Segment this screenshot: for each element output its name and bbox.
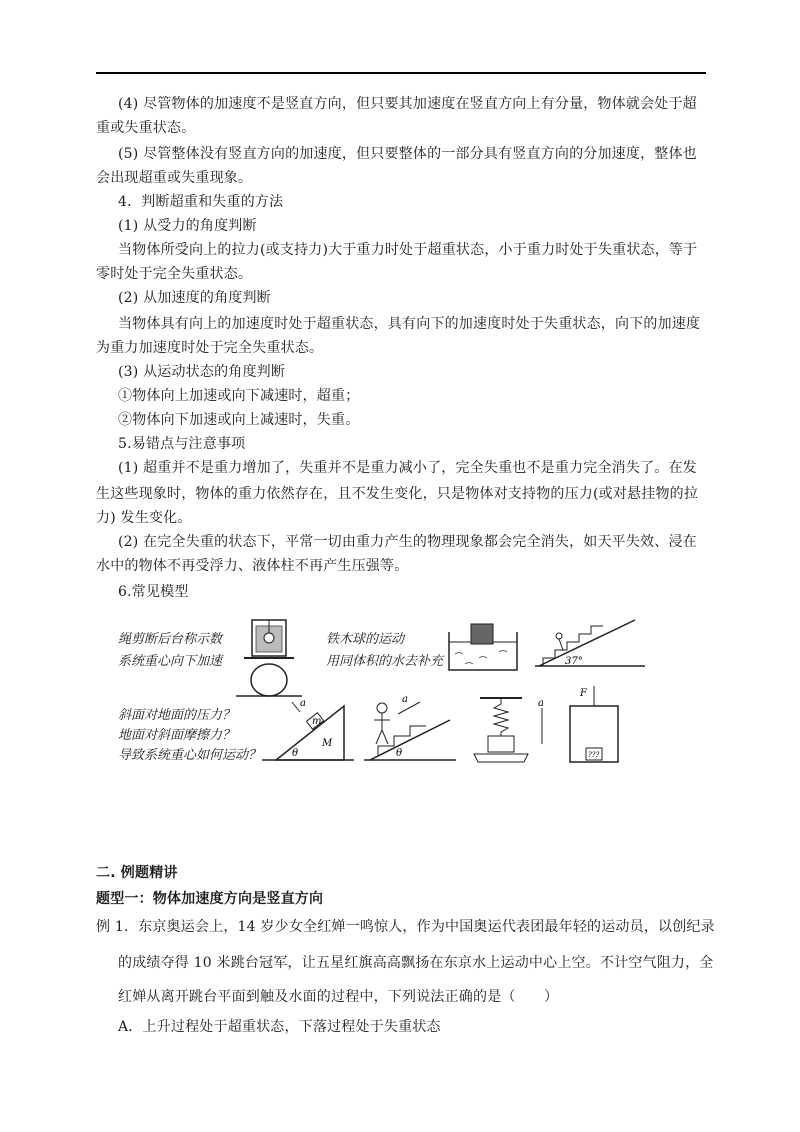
text-line: 当物体具有向上的加速度时处于超重状态，具有向下的加速度时处于失重状态，向下的加速度 <box>118 316 701 332</box>
scale-diagram <box>230 618 310 702</box>
accel-label: a <box>300 698 306 709</box>
header-rule <box>96 72 706 74</box>
inner-label: ??? <box>588 751 600 759</box>
question-line: 例 1．东京奥运会上，14 岁少女全红婵一鸣惊人，作为中国奥运代表团最年轻的运动员，以创纪录 <box>96 919 715 935</box>
force-box-diagram <box>566 684 626 766</box>
wedge <box>276 706 344 760</box>
figure-note: 铁木球的运动 <box>326 632 405 647</box>
text-line: 为重力加速度时处于完全失重状态。 <box>96 340 324 356</box>
question-line: 的成绩夺得 10 米跳台冠军，让五星红旗高高飘扬在东京水上运动中心上空。不计空气阻力，全 <box>118 955 714 971</box>
ball <box>264 633 274 643</box>
escalator-diagram <box>364 692 456 764</box>
accel-label: a <box>538 698 544 709</box>
text-line: ②物体向下加速或向上减速时，失重。 <box>118 412 360 428</box>
person-body <box>374 713 390 744</box>
person-head <box>377 703 387 713</box>
base <box>474 754 528 762</box>
accel-label: a <box>402 694 408 705</box>
accel-arrow <box>292 702 300 712</box>
text-line: (3) 从运动状态的角度判断 <box>118 364 286 380</box>
question-line: 红婵从离开跳台平面到触及水面的过程中，下列说法正确的是（ ） <box>118 989 559 1005</box>
text-line: (5) 尽管整体没有竖直方向的加速度，但只要整体的一部分具有竖直方向的分加速度，整体也 <box>118 146 697 162</box>
spring-diagram <box>466 694 556 766</box>
spring <box>494 698 508 736</box>
water-tank-diagram <box>445 618 525 676</box>
section-heading-6: 6.常见模型 <box>118 584 189 600</box>
text-line: (1) 超重并不是重力增加了，失重并不是重力减小了，完全失重也不是重力完全消失了。在发 <box>118 460 697 476</box>
angle-label: θ <box>396 748 403 759</box>
mass <box>488 736 514 752</box>
text-line: 生这些现象时，物体的重力依然存在，且不发生变化，只是物体对支持物的压力(或对悬挂物的拉 <box>96 486 699 502</box>
figure-note: 绳剪断后台称示数 <box>118 632 223 647</box>
incline <box>539 620 635 666</box>
text-line: 重或失重状态。 <box>96 120 196 136</box>
text-line: (1) 从受力的角度判断 <box>118 218 257 234</box>
text-line: (2) 在完全失重的状态下，平常一切由重力产生的物理现象都会完全消失，如天平失效、浸在 <box>118 534 697 550</box>
section-heading-5: 5.易错点与注意事项 <box>118 436 246 452</box>
water-waves <box>455 651 507 665</box>
option-a: A．上升过程处于超重状态，下落过程处于失重状态 <box>118 1019 441 1035</box>
force-label: F <box>580 688 587 699</box>
section-heading-4: 4．判断超重和失重的方法 <box>118 194 284 210</box>
text-line: 水中的物体不再受浮力、液体柱不再产生压强等。 <box>96 558 409 574</box>
text-line: (2) 从加速度的角度判断 <box>118 290 271 306</box>
subheading: 题型一：物体加速度方向是竖直方向 <box>96 891 324 907</box>
person-head <box>556 633 562 639</box>
scale-body <box>251 664 287 696</box>
incline-stairs-diagram <box>535 618 645 670</box>
mass-label: m <box>312 716 322 727</box>
text-line: 当物体所受向上的拉力(或支持力)大于重力时处于超重状态，小于重力时处于失重状态，等于 <box>118 242 698 258</box>
block <box>471 624 493 644</box>
mass-label: M <box>322 738 333 749</box>
text-line: 零时处于完全失重状态。 <box>96 266 253 282</box>
figure-note: 系统重心向下加速 <box>118 654 223 669</box>
figure-note: 斜面对地面的压力？ <box>118 708 236 723</box>
person-body <box>559 639 563 650</box>
text-line: (4) 尽管物体的加速度不是竖直方向，但只要其加速度在竖直方向上有分量，物体就会处于超 <box>118 96 697 112</box>
text-line: 会出现超重或失重现象。 <box>96 170 253 186</box>
angle-label: θ <box>292 748 299 759</box>
angle-label: 37° <box>565 656 583 667</box>
text-line: ①物体向上加速或向下减速时，超重； <box>118 388 360 404</box>
text-line: 力) 发生变化。 <box>96 510 192 526</box>
figure-note: 用同体积的水去补充 <box>326 654 444 669</box>
figure-note: 地面对斜面摩擦力？ <box>118 728 236 743</box>
section-heading: 二. 例题精讲 <box>96 865 178 881</box>
figure-note: 导致系统重心如何运动？ <box>118 748 262 763</box>
wedge-diagram <box>262 694 354 764</box>
